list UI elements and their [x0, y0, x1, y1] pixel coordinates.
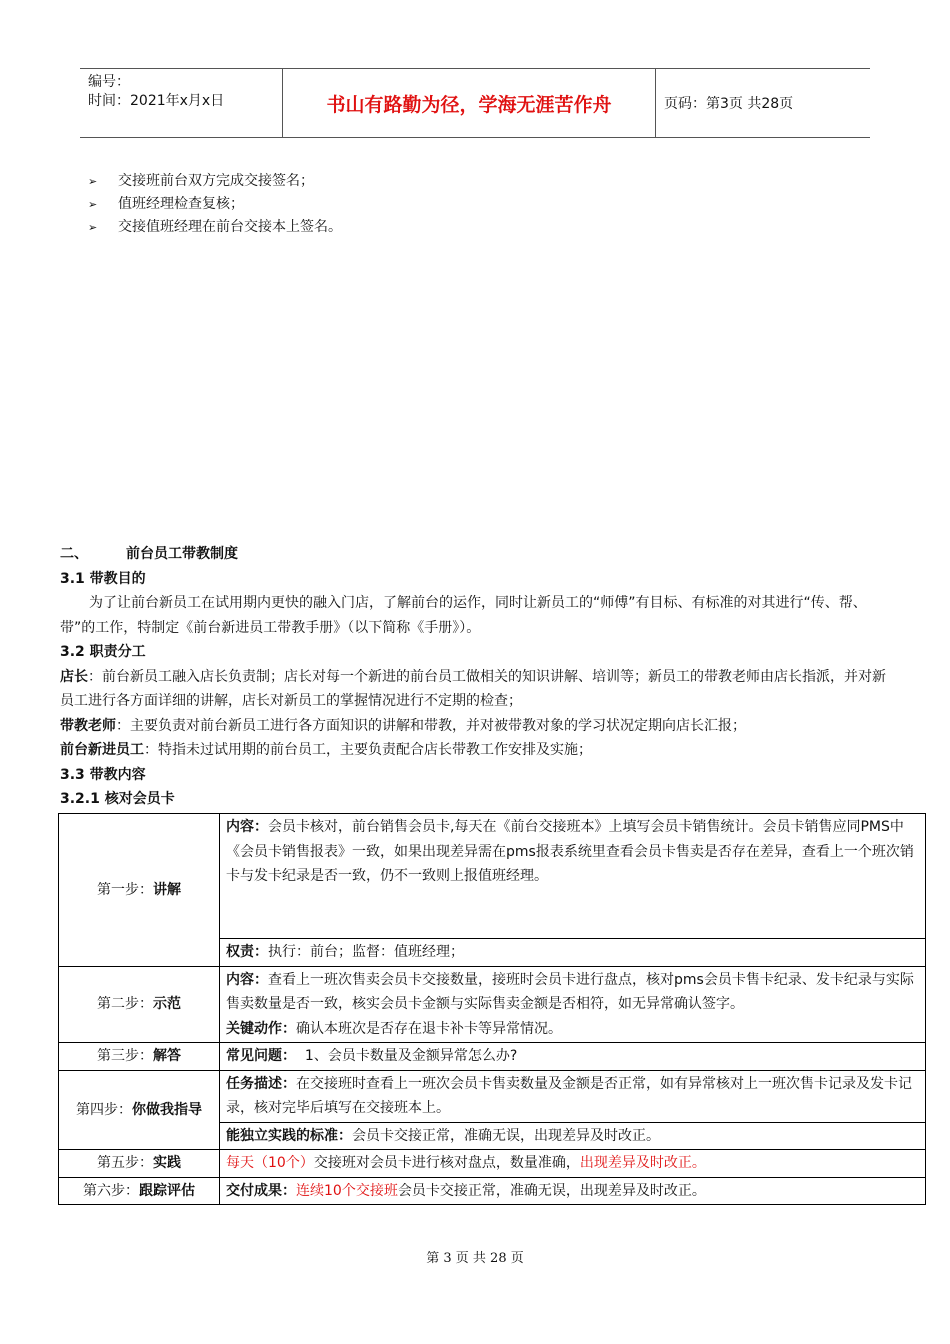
section-heading: 二、 前台员工带教制度: [60, 546, 238, 562]
header-date-label: 时间：2021年x月x日: [88, 93, 225, 109]
step-cell: 第二步：示范: [59, 966, 220, 1043]
bullet-list: [88, 170, 342, 239]
step-cell: 第五步：实践: [59, 1150, 220, 1178]
content-cell: 权责：执行：前台；监督：值班经理；: [220, 939, 926, 967]
header-page-code: 页码：第3页 共28页: [664, 96, 794, 112]
content-cell: 每天（10个）交接班对会员卡进行核对盘点，数量准确，出现差异及时改正。: [220, 1150, 926, 1178]
content-cell: 能独立实践的标准：会员卡交接正常，准确无误，出现差异及时改正。: [220, 1122, 926, 1150]
subheading-3-2-1: 3.2.1 核对会员卡: [60, 791, 175, 807]
step-cell: 第六步：跟踪评估: [59, 1177, 220, 1205]
table-row: [59, 1070, 926, 1122]
paragraph-purpose: 为了让前台新员工在试用期内更快的融入门店，了解前台的运作，同时让新员工的“师傅”有目标、有标准的对其进行“传、帮、带”的工作，特制定《前台新进员工带教手册》（以下简称《手册》）。: [60, 595, 867, 636]
content-cell: 内容：会员卡核对，前台销售会员卡,每天在《前台交接班本》上填写会员卡销售统计。会员卡销售应同PMS中《会员卡销售报表》一致，如果出现差异需在pms报表系统里查看会员卡售卖是否存在差异，查看上一个班次销卡与发卡纪录是否一致，仍不一致则上报值班经理。: [220, 814, 926, 939]
arrow-bullet-icon: ➢: [88, 198, 98, 211]
document-body: [60, 542, 892, 812]
step-cell: 第四步：你做我指导: [59, 1070, 220, 1150]
step-cell: 第一步：讲解: [59, 814, 220, 967]
table-row: [59, 1043, 926, 1071]
table-row: [59, 1177, 926, 1205]
subheading-3-1: 3.1 带教目的: [60, 570, 146, 587]
bullet-item: ➢ 交接值班经理在前台交接本上签名。: [88, 216, 342, 239]
table-row: [59, 966, 926, 1043]
step-cell: 第三步：解答: [59, 1043, 220, 1071]
header-meta: [88, 73, 278, 111]
training-steps-table: [58, 813, 926, 1205]
role-new-employee: 前台新进员工：特指未过试用期的前台员工，主要负责配合店长带教工作安排及实施；: [60, 742, 592, 758]
table-row: [59, 1150, 926, 1178]
role-store-manager: 店长：前台新员工融入店长负责制；店长对每一个新进的前台员工做相关的知识讲解、培训等；新员工的带教老师由店长指派，并对新员工进行各方面详细的讲解，店长对新员工的掌握情况进行不定期的检查；: [60, 668, 886, 709]
page-header: [80, 68, 870, 138]
content-cell: 任务描述：在交接班时查看上一班次会员卡售卖数量及金额是否正常，如有异常核对上一班次售卡记录及发卡记录，核对完毕后填写在交接班本上。: [220, 1070, 926, 1122]
page-footer: 第 3 页 共 28 页: [426, 1251, 524, 1266]
table-row: [59, 814, 926, 939]
arrow-bullet-icon: ➢: [88, 221, 98, 234]
subheading-3-3: 3.3 带教内容: [60, 766, 146, 783]
arrow-bullet-icon: ➢: [88, 175, 98, 188]
subheading-3-2: 3.2 职责分工: [60, 644, 146, 660]
content-cell: 交付成果：连续10个交接班会员卡交接正常，准确无误，出现差异及时改正。: [220, 1177, 926, 1205]
bullet-item: ➢ 交接班前台双方完成交接签名；: [88, 170, 342, 193]
bullet-item: ➢ 值班经理检查复核；: [88, 193, 342, 216]
content-cell: 内容：查看上一班次售卖会员卡交接数量，接班时会员卡进行盘点，核对pms会员卡售卡纪录、发卡纪录与实际售卖数量是否一致，核实会员卡金额与实际售卖金额是否相符，如无异常确认签字。 关键动作：确认本班次是否存在退卡补卡等异常情况。: [220, 966, 926, 1043]
header-motto: 书山有路勤为径，学海无涯苦作舟: [282, 69, 656, 137]
content-cell: 常见问题： 1、会员卡数量及金额异常怎么办?: [220, 1043, 926, 1071]
role-mentor: 带教老师：主要负责对前台新员工进行各方面知识的讲解和带教，并对被带教对象的学习状况定期向店长汇报；: [60, 717, 746, 734]
header-code-label: 编号：: [88, 74, 130, 90]
